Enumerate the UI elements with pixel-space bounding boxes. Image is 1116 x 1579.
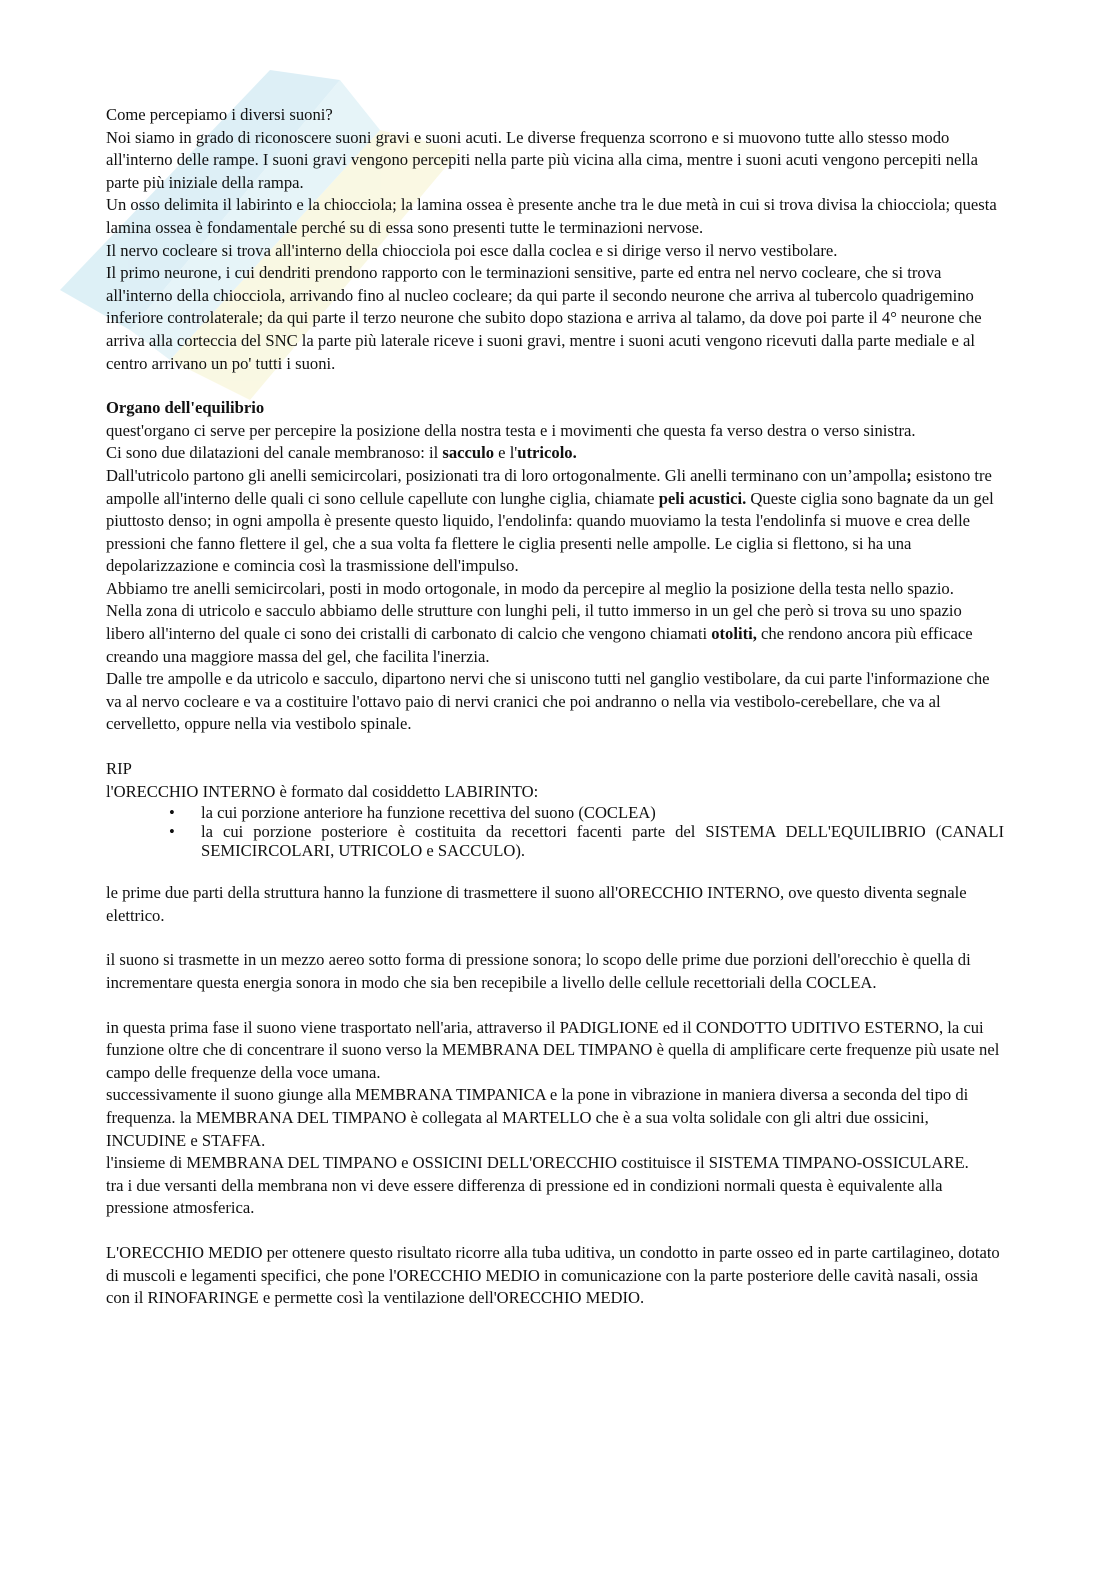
paragraph: il suono si trasmette in un mezzo aereo sotto forma di pressione sonora; lo scopo delle prime due porzioni dell'orecchio è quella di incrementare questa energia sonora in modo che sia ben recepibile a livello delle cellule recettoriali della COCLEA. bbox=[106, 950, 971, 992]
paragraph: Ci sono due dilatazioni del canale membranoso: il sacculo e l'utricolo. bbox=[106, 443, 577, 463]
list-item: • la cui porzione posteriore è costituita da recettori facenti parte del SISTEMA DELL'EQUILIBRIO (CANALI SEMICIRCOLARI, UTRICOLO e SACCULO). bbox=[169, 822, 1004, 861]
paragraph: Un osso delimita il labirinto e la chiocciola; la lamina ossea è presente anche tra le due metà in cui si trova divisa la chiocciola; questa lamina ossea è fondamentale perché su di essa sono presenti tutte le terminazioni nervose. bbox=[106, 195, 997, 237]
paragraph: quest'organo ci serve per percepire la posizione della nostra testa e i movimenti che questa fa verso destra o verso sinistra. bbox=[106, 420, 916, 440]
paragraph: l'insieme di MEMBRANA DEL TIMPANO e OSSICINI DELL'ORECCHIO costituisce il SISTEMA TIMPANO-OSSICULARE. bbox=[106, 1153, 969, 1173]
rip-label: RIP bbox=[106, 759, 132, 779]
bullet-icon: • bbox=[169, 803, 175, 823]
paragraph: in questa prima fase il suono viene trasportato nell'aria, attraverso il PADIGLIONE ed il CONDOTTO UDITIVO ESTERNO, la cui funzione oltre che di concentrare il suono verso la MEMBRANA DEL TIMPANO è quella di amplificare certe frequenze più usate nel campo delle frequenze della voce umana. bbox=[106, 1017, 1000, 1082]
paragraph: Dall'utricolo partono gli anelli semicircolari, posizionati tra di loro ortogonalmente. Gli anelli terminano con un’ampolla; esistono tre ampolle all'interno delle quali ci sono cellule capellute con lunghe ciglia, chiamate peli acustici. Queste ciglia sono bagnate da un gel piuttosto denso; in ogni ampolla è presente questo liquido, l'endolinfa: quando muoviamo la testa l'endolinfa si muove e crea delle pressioni che fanno flettere il gel, che a sua volta fa flettere le ciglia presenti nelle ampolle. Le ciglia si flettono, si ha una depolarizzazione e comincia così la trasmissione dell'impulso. bbox=[106, 465, 994, 576]
term-utricolo: utricolo. bbox=[517, 443, 577, 463]
paragraph: successivamente il suono giunge alla MEMBRANA TIMPANICA e la pone in vibrazione in maniera diversa a seconda del tipo di frequenza. la MEMBRANA DEL TIMPANO è collegata al MARTELLO che è a sua volta solidale con gli altri due ossicini, INCUDINE e STAFFA. bbox=[106, 1085, 969, 1150]
paragraph: tra i due versanti della membrana non vi deve essere differenza di pressione ed in condizioni normali questa è equivalente alla pressione atmosferica. bbox=[106, 1175, 943, 1218]
bullet-icon: • bbox=[169, 822, 175, 842]
paragraph: le prime due parti della struttura hanno la funzione di trasmettere il suono all'ORECCHIO INTERNO, ove questo diventa segnale elettrico. bbox=[106, 883, 967, 925]
term-otoliti: otoliti, bbox=[711, 624, 757, 644]
document-page bbox=[106, 104, 1004, 1310]
paragraph: Noi siamo in grado di riconoscere suoni gravi e suoni acuti. Le diverse frequenza scorrono e si muovono tutte allo stesso modo all'interno delle rampe. I suoni gravi vengono percepiti nella parte più vicina alla cima, mentre i suoni acuti vengono percepiti nella parte più iniziale della rampa. bbox=[106, 127, 979, 192]
paragraph: Abbiamo tre anelli semicircolari, posti in modo ortogonale, in modo da percepire al meglio la posizione della testa nello spazio. bbox=[106, 578, 954, 598]
section-heading: Organo dell'equilibrio bbox=[106, 398, 265, 418]
term-peli-acustici: peli acustici. bbox=[658, 488, 747, 508]
paragraph: Il primo neurone, i cui dendriti prendono rapporto con le terminazioni sensitive, parte ed entra nel nervo cocleare, che si trova all'interno della chiocciola, arrivando fino al nucleo cocleare; da qui parte il secondo neurone che arriva al tubercolo quadrigemino inferiore controlaterale; da qui parte il terzo neurone che subito dopo staziona e arriva al talamo, da dove poi parte il 4° neurone che arriva alla corteccia del SNC la parte più laterale riceve i suoni gravi, mentre i suoni acuti vengono ricevuti dalla parte mediale e al centro arrivano un po' tutti i suoni. bbox=[106, 263, 982, 373]
term-sacculo: sacculo bbox=[442, 443, 495, 463]
list-item: • la cui porzione anteriore ha funzione recettiva del suono (COCLEA) bbox=[169, 803, 656, 823]
paragraph: Il nervo cocleare si trova all'interno della chiocciola poi esce dalla coclea e si dirige verso il nervo vestibolare. bbox=[106, 240, 838, 260]
paragraph: L'ORECCHIO MEDIO per ottenere questo risultato ricorre alla tuba uditiva, un condotto in parte osseo ed in parte cartilagineo, dotato di muscoli e legamenti specifici, che pone l'ORECCHIO MEDIO in comunicazione con la parte posteriore delle cavità nasali, ossia con il RINOFARINGE e permette così la ventilazione dell'ORECCHIO MEDIO. bbox=[106, 1242, 1000, 1308]
paragraph: Nella zona di utricolo e sacculo abbiamo delle strutture con lunghi peli, il tutto immerso in un gel che però si trova su uno spazio libero all'interno del quale ci sono dei cristalli di carbonato di calcio che vengono chiamati otoliti, che rendono ancora più efficace creando una maggiore massa del gel, che facilita l'inerzia. bbox=[106, 601, 973, 666]
paragraph: l'ORECCHIO INTERNO è formato dal cosiddetto LABIRINTO: bbox=[106, 781, 539, 801]
bullet-list bbox=[106, 803, 1004, 860]
paragraph: Dalle tre ampolle e da utricolo e sacculo, dipartono nervi che si uniscono tutti nel ganglio vestibolare, da cui parte l'informazione che va al nervo cocleare e va a costituire l'ottavo paio di nervi cranici che poi andranno o nella via vestibolo-cerebellare, che va al cervelletto, oppure nella via vestibolo spinale. bbox=[106, 669, 990, 734]
question-line: Come percepiamo i diversi suoni? bbox=[106, 105, 333, 124]
